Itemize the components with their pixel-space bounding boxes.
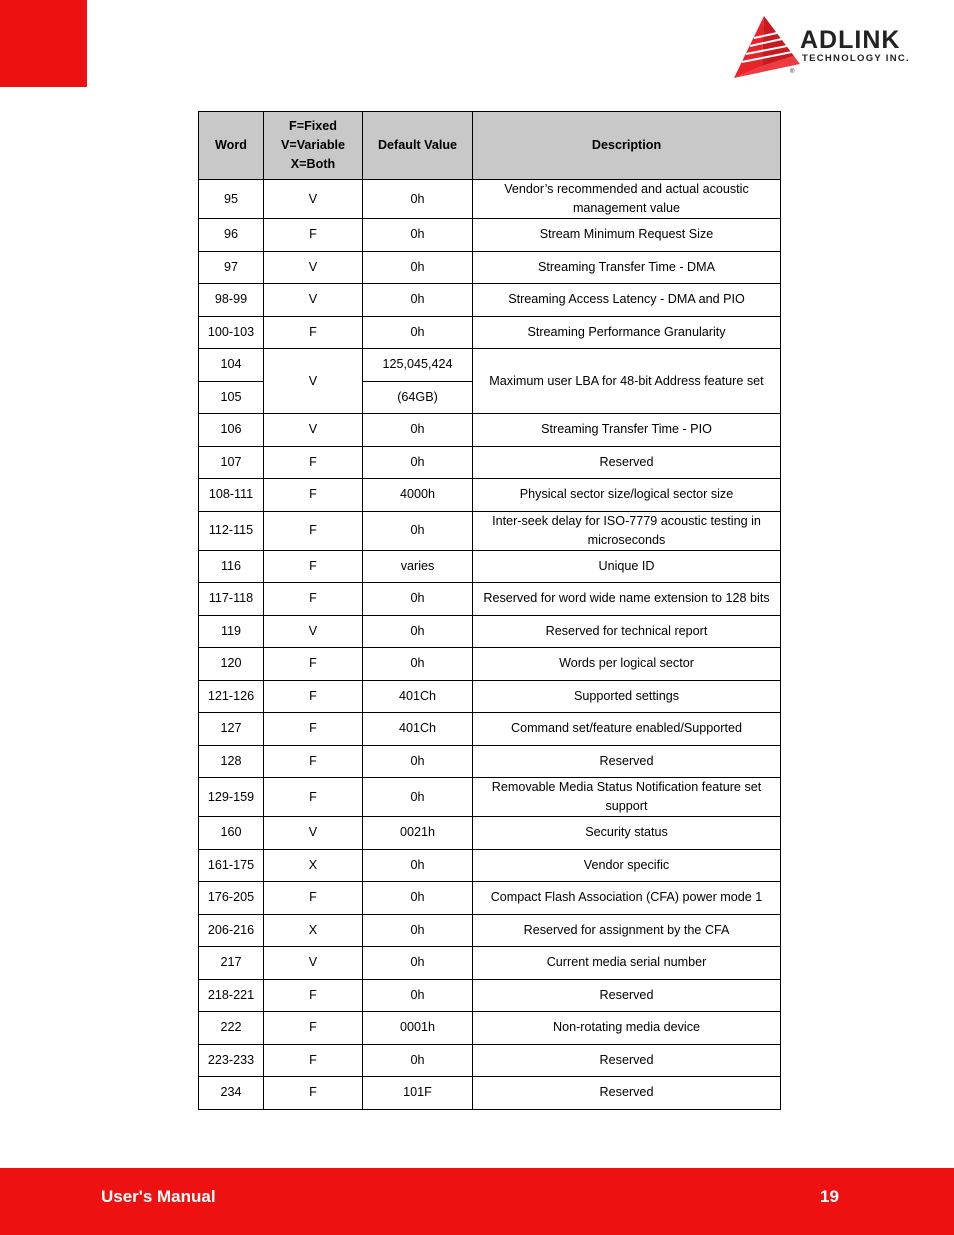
default-value-cell: 0h xyxy=(363,947,473,980)
word-cell: 117-118 xyxy=(199,583,264,616)
default-value-cell: 0021h xyxy=(363,817,473,850)
table-row xyxy=(199,817,781,850)
type-cell: F xyxy=(264,511,363,550)
header-type-fixed: F=Fixed xyxy=(289,119,337,133)
description-cell: Non-rotating media device xyxy=(473,1012,781,1045)
default-value-cell: 0h xyxy=(363,914,473,947)
word-cell: 119 xyxy=(199,615,264,648)
type-cell: X xyxy=(264,914,363,947)
type-cell: F xyxy=(264,648,363,681)
description-cell: Streaming Transfer Time - DMA xyxy=(473,251,781,284)
logo-registered-mark: ® xyxy=(790,69,795,75)
description-cell: Reserved for technical report xyxy=(473,615,781,648)
description-cell: Reserved xyxy=(473,1044,781,1077)
table-row xyxy=(199,1012,781,1045)
type-cell: F xyxy=(264,882,363,915)
word-cell: 98-99 xyxy=(199,284,264,317)
description-cell: Words per logical sector xyxy=(473,648,781,681)
type-cell: F xyxy=(264,446,363,479)
description-cell: Maximum user LBA for 48-bit Address feature set xyxy=(473,349,781,414)
default-value-cell: 0h xyxy=(363,615,473,648)
table-row xyxy=(199,219,781,252)
default-value-cell: 0h xyxy=(363,745,473,778)
description-cell: Stream Minimum Request Size xyxy=(473,219,781,252)
word-cell: 161-175 xyxy=(199,849,264,882)
description-cell: Compact Flash Association (CFA) power mode 1 xyxy=(473,882,781,915)
word-cell: 223-233 xyxy=(199,1044,264,1077)
table-row xyxy=(199,349,781,382)
logo-tagline: TECHNOLOGY INC. xyxy=(802,53,910,64)
corner-accent-block xyxy=(0,0,87,87)
word-cell: 108-111 xyxy=(199,479,264,512)
word-cell: 107 xyxy=(199,446,264,479)
description-cell: Removable Media Status Notification feature set support xyxy=(473,778,781,817)
table-row xyxy=(199,511,781,550)
footer-bar xyxy=(0,1168,954,1235)
table-row xyxy=(199,745,781,778)
description-cell: Security status xyxy=(473,817,781,850)
header-type-variable: V=Variable xyxy=(280,138,346,152)
table-row xyxy=(199,849,781,882)
header-type-both: X=Both xyxy=(290,157,336,171)
default-value-cell: 0h xyxy=(363,251,473,284)
table-row xyxy=(199,284,781,317)
table-row xyxy=(199,778,781,817)
description-cell: Streaming Transfer Time - PIO xyxy=(473,414,781,447)
default-value-cell: varies xyxy=(363,550,473,583)
default-value-cell: 0h xyxy=(363,778,473,817)
word-cell: 116 xyxy=(199,550,264,583)
description-cell: Reserved xyxy=(473,745,781,778)
description-cell: Command set/feature enabled/Supported xyxy=(473,713,781,746)
default-value-cell: 0h xyxy=(363,583,473,616)
default-value-cell: (64GB) xyxy=(363,381,473,414)
type-cell: F xyxy=(264,713,363,746)
description-cell: Reserved xyxy=(473,979,781,1012)
type-cell: F xyxy=(264,680,363,713)
table-row xyxy=(199,316,781,349)
type-cell: V xyxy=(264,947,363,980)
default-value-cell: 0h xyxy=(363,446,473,479)
table-row xyxy=(199,1044,781,1077)
table-row xyxy=(199,550,781,583)
default-value-cell: 401Ch xyxy=(363,680,473,713)
table-row xyxy=(199,615,781,648)
type-cell: V xyxy=(264,251,363,284)
header-type xyxy=(264,112,363,180)
word-cell: 97 xyxy=(199,251,264,284)
default-value-cell: 0h xyxy=(363,882,473,915)
type-cell: F xyxy=(264,1044,363,1077)
word-cell: 100-103 xyxy=(199,316,264,349)
default-value-cell: 0001h xyxy=(363,1012,473,1045)
table-row xyxy=(199,680,781,713)
description-cell: Physical sector size/logical sector size xyxy=(473,479,781,512)
word-cell: 95 xyxy=(199,180,264,219)
table-row xyxy=(199,882,781,915)
default-value-cell: 0h xyxy=(363,849,473,882)
type-cell: F xyxy=(264,316,363,349)
word-cell: 176-205 xyxy=(199,882,264,915)
word-cell: 112-115 xyxy=(199,511,264,550)
word-cell: 106 xyxy=(199,414,264,447)
default-value-cell: 0h xyxy=(363,648,473,681)
type-cell: F xyxy=(264,583,363,616)
word-cell: 206-216 xyxy=(199,914,264,947)
description-cell: Vendor specific xyxy=(473,849,781,882)
type-cell: F xyxy=(264,979,363,1012)
word-cell: 104 xyxy=(199,349,264,382)
default-value-cell: 0h xyxy=(363,316,473,349)
type-cell: F xyxy=(264,778,363,817)
table-row xyxy=(199,446,781,479)
type-cell: V xyxy=(264,817,363,850)
table-body xyxy=(199,180,781,1110)
header-description: Description xyxy=(473,112,781,180)
word-cell: 234 xyxy=(199,1077,264,1110)
default-value-cell: 0h xyxy=(363,219,473,252)
word-cell: 127 xyxy=(199,713,264,746)
type-cell: X xyxy=(264,849,363,882)
default-value-cell: 0h xyxy=(363,511,473,550)
table-header-row xyxy=(199,112,781,180)
description-cell: Reserved for assignment by the CFA xyxy=(473,914,781,947)
footer-page-number: 19 xyxy=(820,1187,839,1206)
header-word: Word xyxy=(199,112,264,180)
description-cell: Inter-seek delay for ISO-7779 acoustic testing in microseconds xyxy=(473,511,781,550)
table-row xyxy=(199,414,781,447)
word-cell: 222 xyxy=(199,1012,264,1045)
type-cell: F xyxy=(264,550,363,583)
default-value-cell: 0h xyxy=(363,414,473,447)
table-row xyxy=(199,583,781,616)
default-value-cell: 4000h xyxy=(363,479,473,512)
default-value-cell: 0h xyxy=(363,1044,473,1077)
default-value-cell: 101F xyxy=(363,1077,473,1110)
footer-manual-title: User's Manual xyxy=(101,1187,216,1206)
word-cell: 105 xyxy=(199,381,264,414)
description-cell: Reserved for word wide name extension to 128 bits xyxy=(473,583,781,616)
description-cell: Streaming Performance Granularity xyxy=(473,316,781,349)
table-row xyxy=(199,251,781,284)
type-cell: V xyxy=(264,414,363,447)
word-cell: 96 xyxy=(199,219,264,252)
default-value-cell: 401Ch xyxy=(363,713,473,746)
table-row xyxy=(199,979,781,1012)
description-cell: Streaming Access Latency - DMA and PIO xyxy=(473,284,781,317)
type-cell: F xyxy=(264,745,363,778)
header-default-value: Default Value xyxy=(363,112,473,180)
table-row xyxy=(199,180,781,219)
description-cell: Supported settings xyxy=(473,680,781,713)
word-cell: 217 xyxy=(199,947,264,980)
type-cell: V xyxy=(264,615,363,648)
default-value-cell: 0h xyxy=(363,284,473,317)
adlink-logo xyxy=(732,14,942,80)
description-cell: Reserved xyxy=(473,1077,781,1110)
word-cell: 160 xyxy=(199,817,264,850)
word-cell: 128 xyxy=(199,745,264,778)
description-cell: Vendor’s recommended and actual acoustic management value xyxy=(473,180,781,219)
type-cell: F xyxy=(264,1012,363,1045)
type-cell: F xyxy=(264,479,363,512)
word-cell: 129-159 xyxy=(199,778,264,817)
description-cell: Current media serial number xyxy=(473,947,781,980)
table-row xyxy=(199,713,781,746)
table-row xyxy=(199,947,781,980)
type-cell: F xyxy=(264,219,363,252)
default-value-cell: 0h xyxy=(363,180,473,219)
table-row xyxy=(199,1077,781,1110)
description-cell: Reserved xyxy=(473,446,781,479)
type-cell: F xyxy=(264,1077,363,1110)
table-row xyxy=(199,479,781,512)
type-cell: V xyxy=(264,349,363,414)
default-value-cell: 125,045,424 xyxy=(363,349,473,382)
identify-device-table xyxy=(198,111,781,1110)
word-cell: 218-221 xyxy=(199,979,264,1012)
logo-wordmark: ADLINK xyxy=(800,26,901,54)
type-cell: V xyxy=(264,180,363,219)
table-row xyxy=(199,648,781,681)
description-cell: Unique ID xyxy=(473,550,781,583)
word-cell: 121-126 xyxy=(199,680,264,713)
type-cell: V xyxy=(264,284,363,317)
default-value-cell: 0h xyxy=(363,979,473,1012)
word-cell: 120 xyxy=(199,648,264,681)
table-row xyxy=(199,914,781,947)
